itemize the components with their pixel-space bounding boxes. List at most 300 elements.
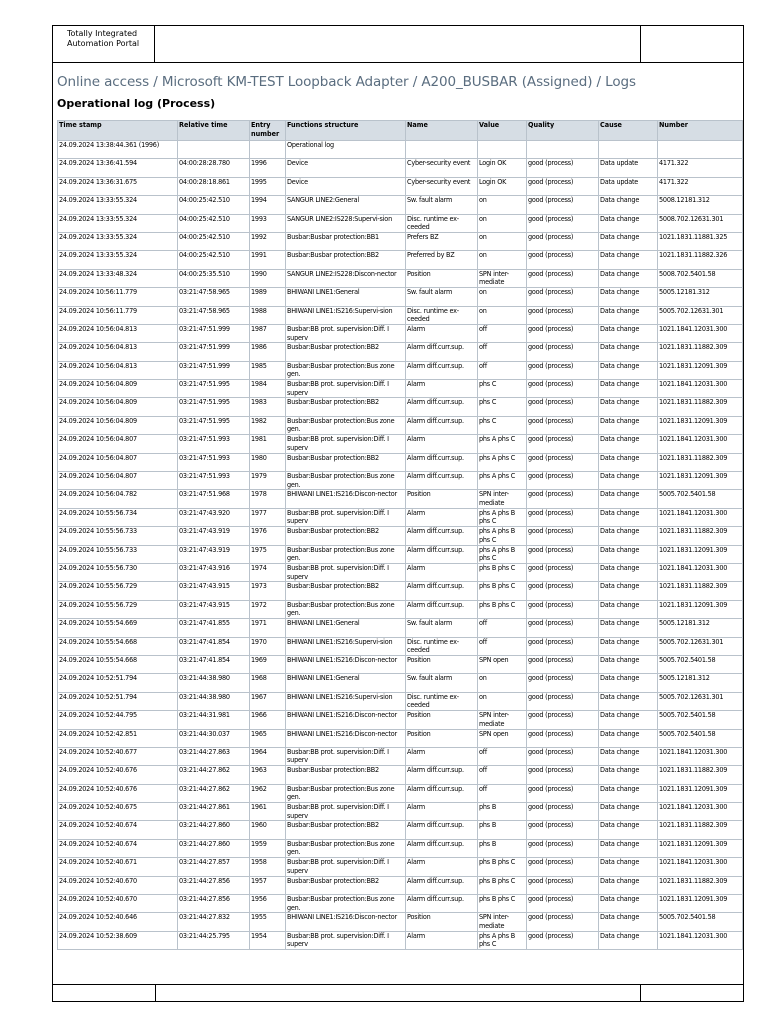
table-cell: Data change [599, 766, 658, 784]
table-cell: BHIWANI LINE1:IS216:Discon-nector [286, 729, 406, 747]
table-cell: good (process) [527, 324, 599, 342]
table-cell: 5005.12181.312 [658, 619, 743, 637]
table-cell: Data change [599, 655, 658, 673]
table-cell: 24.09.2024 13:33:55.324 [58, 214, 178, 232]
table-row [58, 711, 743, 729]
table-cell: Data change [599, 876, 658, 894]
table-cell: 24.09.2024 10:52:40.646 [58, 913, 178, 931]
table-cell: 24.09.2024 10:55:56.729 [58, 600, 178, 618]
table-cell: off [478, 784, 527, 802]
table-cell: Alarm [406, 563, 478, 581]
table-row [58, 232, 743, 250]
table-cell: Alarm diff.curr.sup. [406, 545, 478, 563]
table-cell: 04:00:25:35.510 [178, 269, 250, 287]
table-cell: 03:21:47:51.999 [178, 324, 250, 342]
table-cell: 1983 [250, 398, 286, 416]
table-cell: good (process) [527, 214, 599, 232]
table-cell: 1974 [250, 563, 286, 581]
table-cell: 04:00:25:42.510 [178, 251, 250, 269]
table-cell: Data change [599, 196, 658, 214]
table-cell: phs A phs B phs C [478, 527, 527, 545]
table-row [58, 380, 743, 398]
table-cell: 03:21:47:51.995 [178, 398, 250, 416]
table-cell: Operational log [286, 141, 406, 159]
table-cell: Login OK [478, 177, 527, 195]
table-cell: BHIWANI LINE1:General [286, 674, 406, 692]
table-cell: 24.09.2024 10:56:04.813 [58, 361, 178, 379]
table-cell: Data change [599, 435, 658, 453]
table-cell: Alarm diff.curr.sup. [406, 453, 478, 471]
table-cell: 5005.702.5401.58 [658, 655, 743, 673]
table-row [58, 453, 743, 471]
table-cell: on [478, 288, 527, 306]
table-row [58, 416, 743, 434]
table-cell: Busbar:Busbar protection:BB2 [286, 582, 406, 600]
table-cell: 1021.1831.11882.309 [658, 876, 743, 894]
table-cell: 24.09.2024 10:52:40.676 [58, 766, 178, 784]
table-cell: SPN inter-mediate [478, 913, 527, 931]
table-cell: Data change [599, 214, 658, 232]
table-cell: 24.09.2024 10:52:42.851 [58, 729, 178, 747]
table-cell: 03:21:47:51.999 [178, 343, 250, 361]
table-cell: Busbar:BB prot. supervision:Diff. I superv [286, 435, 406, 453]
table-cell: 03:21:44:27.856 [178, 876, 250, 894]
table-row [58, 159, 743, 177]
table-cell [406, 141, 478, 159]
table-cell: off [478, 619, 527, 637]
header-divider [640, 26, 641, 62]
table-cell: phs B phs C [478, 895, 527, 913]
table-row [58, 931, 743, 949]
table-cell: Preferred by BZ [406, 251, 478, 269]
table-cell: 24.09.2024 10:55:56.730 [58, 563, 178, 581]
table-cell: 1021.1831.12091.309 [658, 895, 743, 913]
table-cell: 03:21:47:43.919 [178, 545, 250, 563]
table-cell: 24.09.2024 10:56:04.807 [58, 472, 178, 490]
table-cell: phs A phs B phs C [478, 545, 527, 563]
table-cell: Alarm [406, 803, 478, 821]
table-cell: 1021.1841.12031.300 [658, 931, 743, 949]
table-cell: Data change [599, 803, 658, 821]
table-cell: 24.09.2024 10:56:04.813 [58, 324, 178, 342]
table-cell: Busbar:BB prot. supervision:Diff. I superv [286, 931, 406, 949]
table-cell: 5005.702.5401.58 [658, 490, 743, 508]
table-cell: 03:21:47:41.854 [178, 655, 250, 673]
table-cell: Disc. runtime ex-ceeded [406, 214, 478, 232]
table-cell: 1994 [250, 196, 286, 214]
table-cell: good (process) [527, 747, 599, 765]
breadcrumb: Online access / Microsoft KM-TEST Loopback Adapter / A200_BUSBAR (Assigned) / Logs [57, 74, 636, 90]
table-cell: Busbar:Busbar protection:BB2 [286, 453, 406, 471]
footer-divider [640, 985, 641, 1002]
table-row [58, 821, 743, 839]
table-cell: 1966 [250, 711, 286, 729]
table-cell: 1988 [250, 306, 286, 324]
table-cell: Position [406, 655, 478, 673]
table-cell: 1021.1831.11882.309 [658, 343, 743, 361]
table-cell: Disc. runtime ex-ceeded [406, 306, 478, 324]
table-cell: Device [286, 159, 406, 177]
table-cell: good (process) [527, 839, 599, 857]
table-row [58, 600, 743, 618]
table-cell: Data change [599, 324, 658, 342]
table-cell: Position [406, 711, 478, 729]
table-row [58, 508, 743, 526]
table-cell: 5005.702.12631.301 [658, 637, 743, 655]
table-cell: 1967 [250, 692, 286, 710]
table-cell: good (process) [527, 251, 599, 269]
table-cell: 1021.1831.11882.309 [658, 527, 743, 545]
table-cell: Busbar:Busbar protection:Bus zone gen. [286, 361, 406, 379]
table-cell: Alarm diff.curr.sup. [406, 361, 478, 379]
table-cell: 1981 [250, 435, 286, 453]
table-row [58, 858, 743, 876]
table-cell: good (process) [527, 563, 599, 581]
table-cell: 1021.1831.12091.309 [658, 416, 743, 434]
table-cell: 1021.1831.11882.309 [658, 582, 743, 600]
table-cell: 1976 [250, 527, 286, 545]
table-row [58, 527, 743, 545]
table-cell: good (process) [527, 545, 599, 563]
table-cell: Data change [599, 306, 658, 324]
table-cell: 1955 [250, 913, 286, 931]
table-cell: BHIWANI LINE1:IS216:Discon-nector [286, 711, 406, 729]
table-row [58, 141, 743, 159]
table-cell: 1965 [250, 729, 286, 747]
table-cell: off [478, 766, 527, 784]
table-cell: 03:21:44:27.860 [178, 821, 250, 839]
table-cell: Alarm diff.curr.sup. [406, 895, 478, 913]
table-cell: 24.09.2024 10:56:04.809 [58, 380, 178, 398]
table-cell: on [478, 674, 527, 692]
table-cell: 4171.322 [658, 159, 743, 177]
table-cell: 1990 [250, 269, 286, 287]
table-cell: BHIWANI LINE1:General [286, 619, 406, 637]
table-cell: Data change [599, 784, 658, 802]
table-cell: 03:21:47:51.968 [178, 490, 250, 508]
table-cell: 1021.1831.11882.326 [658, 251, 743, 269]
table-row [58, 692, 743, 710]
table-cell: Data change [599, 251, 658, 269]
table-cell: phs B phs C [478, 876, 527, 894]
table-cell: phs B phs C [478, 582, 527, 600]
table-row [58, 582, 743, 600]
table-cell: 04:00:25:42.510 [178, 196, 250, 214]
table-cell: Data change [599, 619, 658, 637]
table-cell: SPN inter-mediate [478, 490, 527, 508]
table-cell [250, 141, 286, 159]
table-cell: Busbar:BB prot. supervision:Diff. I superv [286, 563, 406, 581]
column-header: Entry number [250, 121, 286, 141]
table-cell: SANGUR LINE2:IS228:Supervi-sion [286, 214, 406, 232]
table-cell: 1954 [250, 931, 286, 949]
column-header: Quality [527, 121, 599, 141]
table-cell: 1021.1831.11882.309 [658, 398, 743, 416]
table-cell: Alarm diff.curr.sup. [406, 784, 478, 802]
table-cell: Data change [599, 527, 658, 545]
table-cell: 1021.1831.11882.309 [658, 766, 743, 784]
table-cell: 1021.1841.12031.300 [658, 858, 743, 876]
table-cell: 1021.1841.12031.300 [658, 803, 743, 821]
table-cell: Alarm diff.curr.sup. [406, 839, 478, 857]
table-cell: good (process) [527, 692, 599, 710]
table-cell: 24.09.2024 10:52:40.674 [58, 821, 178, 839]
table-cell: good (process) [527, 600, 599, 618]
table-cell: 5005.702.12631.301 [658, 692, 743, 710]
table-row [58, 674, 743, 692]
table-cell: Alarm diff.curr.sup. [406, 600, 478, 618]
table-cell: 1021.1841.12031.300 [658, 508, 743, 526]
table-cell: Busbar:Busbar protection:Bus zone gen. [286, 416, 406, 434]
table-cell: phs B phs C [478, 858, 527, 876]
table-cell: 1992 [250, 232, 286, 250]
table-cell: good (process) [527, 472, 599, 490]
table-cell: Data change [599, 821, 658, 839]
table-cell: BHIWANI LINE1:IS216:Discon-nector [286, 490, 406, 508]
table-cell: 24.09.2024 10:52:51.794 [58, 692, 178, 710]
table-cell: 03:21:44:27.857 [178, 858, 250, 876]
table-cell: Data update [599, 177, 658, 195]
table-cell [658, 141, 743, 159]
column-header: Number [658, 121, 743, 141]
table-cell [178, 141, 250, 159]
table-cell: phs A phs C [478, 472, 527, 490]
table-cell: Alarm [406, 324, 478, 342]
table-cell: 04:00:28:28.780 [178, 159, 250, 177]
table-cell: 1021.1841.12031.300 [658, 435, 743, 453]
table-cell: 5008.12181.312 [658, 196, 743, 214]
table-cell: phs A phs C [478, 453, 527, 471]
table-cell: 1980 [250, 453, 286, 471]
table-body [58, 141, 743, 950]
table-cell: Cyber-security event [406, 159, 478, 177]
table-row [58, 269, 743, 287]
table-cell: Busbar:BB prot. supervision:Diff. I superv [286, 747, 406, 765]
table-cell: BHIWANI LINE1:General [286, 288, 406, 306]
table-cell: Busbar:Busbar protection:BB2 [286, 821, 406, 839]
table-cell: 24.09.2024 10:56:11.779 [58, 288, 178, 306]
table-cell: good (process) [527, 913, 599, 931]
table-cell: 24.09.2024 13:33:55.324 [58, 196, 178, 214]
table-cell: Data change [599, 269, 658, 287]
table-cell: 1958 [250, 858, 286, 876]
table-cell: 1985 [250, 361, 286, 379]
table-cell: 04:00:25:42.510 [178, 232, 250, 250]
table-cell: Alarm [406, 435, 478, 453]
table-cell: 5005.702.12631.301 [658, 306, 743, 324]
table-cell: 03:21:44:27.832 [178, 913, 250, 931]
table-cell: good (process) [527, 196, 599, 214]
table-cell: Busbar:BB prot. supervision:Diff. I superv [286, 324, 406, 342]
table-cell: 03:21:47:43.919 [178, 527, 250, 545]
table-cell: 24.09.2024 10:55:56.733 [58, 527, 178, 545]
table-cell: off [478, 637, 527, 655]
table-cell: 1959 [250, 839, 286, 857]
table-cell: Alarm [406, 508, 478, 526]
table-cell: 03:21:47:51.995 [178, 380, 250, 398]
table-cell: 1021.1841.12031.300 [658, 380, 743, 398]
table-row [58, 288, 743, 306]
table-row [58, 655, 743, 673]
table-cell: 24.09.2024 10:56:11.779 [58, 306, 178, 324]
table-cell: BHIWANI LINE1:IS216:Supervi-sion [286, 637, 406, 655]
table-cell: Alarm diff.curr.sup. [406, 398, 478, 416]
table-cell: 03:21:44:27.862 [178, 766, 250, 784]
table-cell: 1987 [250, 324, 286, 342]
table-cell: 24.09.2024 10:55:56.733 [58, 545, 178, 563]
table-cell: good (process) [527, 527, 599, 545]
table-cell [599, 141, 658, 159]
table-cell: good (process) [527, 784, 599, 802]
table-cell: Alarm diff.curr.sup. [406, 343, 478, 361]
table-cell: SANGUR LINE2:IS228:Discon-nector [286, 269, 406, 287]
table-cell: 24.09.2024 10:55:56.734 [58, 508, 178, 526]
table-cell: Sw. fault alarm [406, 196, 478, 214]
table-cell: off [478, 343, 527, 361]
table-row [58, 784, 743, 802]
table-cell: 1021.1831.11882.309 [658, 453, 743, 471]
table-cell: SANGUR LINE2:General [286, 196, 406, 214]
table-cell: good (process) [527, 619, 599, 637]
table-cell: good (process) [527, 895, 599, 913]
table-cell: Busbar:Busbar protection:BB2 [286, 343, 406, 361]
table-cell: 24.09.2024 10:52:40.677 [58, 747, 178, 765]
table-row [58, 803, 743, 821]
table-cell: good (process) [527, 729, 599, 747]
table-cell: 1957 [250, 876, 286, 894]
table-cell: good (process) [527, 232, 599, 250]
table-row [58, 251, 743, 269]
table-cell: 5005.12181.312 [658, 674, 743, 692]
table-cell: 24.09.2024 10:52:40.670 [58, 895, 178, 913]
table-cell: phs A phs B phs C [478, 508, 527, 526]
table-cell: 1021.1841.12031.300 [658, 563, 743, 581]
table-cell: good (process) [527, 508, 599, 526]
table-cell: 1978 [250, 490, 286, 508]
table-cell: 5008.702.12631.301 [658, 214, 743, 232]
table-cell: 1960 [250, 821, 286, 839]
table-row [58, 619, 743, 637]
table-cell: good (process) [527, 361, 599, 379]
table-cell: good (process) [527, 876, 599, 894]
table-cell: SPN open [478, 655, 527, 673]
table-cell: Sw. fault alarm [406, 288, 478, 306]
table-cell: good (process) [527, 288, 599, 306]
table-cell: 24.09.2024 10:52:40.675 [58, 803, 178, 821]
table-cell: 1979 [250, 472, 286, 490]
table-cell: Alarm [406, 380, 478, 398]
table-cell: 1977 [250, 508, 286, 526]
table-cell: Busbar:BB prot. supervision:Diff. I superv [286, 380, 406, 398]
table-cell: good (process) [527, 306, 599, 324]
table-cell: on [478, 692, 527, 710]
table-cell: 5005.702.5401.58 [658, 711, 743, 729]
table-row [58, 637, 743, 655]
table-cell: 1021.1831.12091.309 [658, 600, 743, 618]
table-cell: good (process) [527, 416, 599, 434]
table-cell: 03:21:47:51.993 [178, 453, 250, 471]
table-cell: 24.09.2024 10:52:51.794 [58, 674, 178, 692]
table-cell: phs C [478, 380, 527, 398]
table-cell: SPN open [478, 729, 527, 747]
table-cell: good (process) [527, 453, 599, 471]
table-row [58, 913, 743, 931]
table-cell: Data update [599, 159, 658, 177]
table-cell: 24.09.2024 13:33:48.324 [58, 269, 178, 287]
table-cell: 24.09.2024 10:56:04.807 [58, 435, 178, 453]
table-cell: Busbar:Busbar protection:Bus zone gen. [286, 472, 406, 490]
table-cell: 03:21:44:31.981 [178, 711, 250, 729]
table-row [58, 895, 743, 913]
table-cell: 24.09.2024 10:55:54.668 [58, 637, 178, 655]
table-cell: 1021.1841.12031.300 [658, 747, 743, 765]
table-cell: Busbar:Busbar protection:BB2 [286, 251, 406, 269]
table-cell: Position [406, 269, 478, 287]
table-cell: Disc. runtime ex-ceeded [406, 692, 478, 710]
table-cell: good (process) [527, 177, 599, 195]
table-cell: 03:21:47:43.915 [178, 582, 250, 600]
table-cell: Data change [599, 398, 658, 416]
table-cell: Data change [599, 913, 658, 931]
table-cell: Alarm [406, 931, 478, 949]
table-cell: Data change [599, 563, 658, 581]
table-row [58, 177, 743, 195]
table-row [58, 306, 743, 324]
table-cell: Busbar:Busbar protection:BB1 [286, 232, 406, 250]
table-cell: 03:21:44:27.860 [178, 839, 250, 857]
table-cell: good (process) [527, 269, 599, 287]
table-cell: 24.09.2024 10:52:40.676 [58, 784, 178, 802]
document-page [52, 25, 744, 1002]
table-cell: 5008.702.5401.58 [658, 269, 743, 287]
table-cell: good (process) [527, 674, 599, 692]
table-cell: Sw. fault alarm [406, 674, 478, 692]
table-cell: Busbar:Busbar protection:Bus zone gen. [286, 600, 406, 618]
table-cell: 03:21:47:43.920 [178, 508, 250, 526]
table-cell: Busbar:Busbar protection:BB2 [286, 398, 406, 416]
table-cell: Busbar:Busbar protection:BB2 [286, 876, 406, 894]
table-cell: 24.09.2024 10:52:40.671 [58, 858, 178, 876]
table-cell: good (process) [527, 637, 599, 655]
table-cell: good (process) [527, 655, 599, 673]
table-cell: 1995 [250, 177, 286, 195]
table-cell: Busbar:Busbar protection:BB2 [286, 527, 406, 545]
table-row [58, 766, 743, 784]
table-cell: good (process) [527, 803, 599, 821]
table-cell: 1973 [250, 582, 286, 600]
table-cell: good (process) [527, 490, 599, 508]
table-row [58, 361, 743, 379]
table-cell: 1996 [250, 159, 286, 177]
table-cell: 1021.1831.11882.309 [658, 821, 743, 839]
table-cell: 1986 [250, 343, 286, 361]
table-cell: Busbar:BB prot. supervision:Diff. I superv [286, 803, 406, 821]
column-header: Functions structure [286, 121, 406, 141]
table-cell: Busbar:Busbar protection:BB2 [286, 766, 406, 784]
table-cell: Data change [599, 747, 658, 765]
table-cell: Data change [599, 361, 658, 379]
table-cell: phs C [478, 416, 527, 434]
table-cell: 1969 [250, 655, 286, 673]
table-cell: Device [286, 177, 406, 195]
table-cell: 03:21:44:25.795 [178, 931, 250, 949]
table-cell: 1971 [250, 619, 286, 637]
table-cell: Data change [599, 729, 658, 747]
table-cell: 5005.702.5401.58 [658, 729, 743, 747]
table-cell: good (process) [527, 858, 599, 876]
table-cell: phs B phs C [478, 600, 527, 618]
table-cell: Alarm diff.curr.sup. [406, 821, 478, 839]
